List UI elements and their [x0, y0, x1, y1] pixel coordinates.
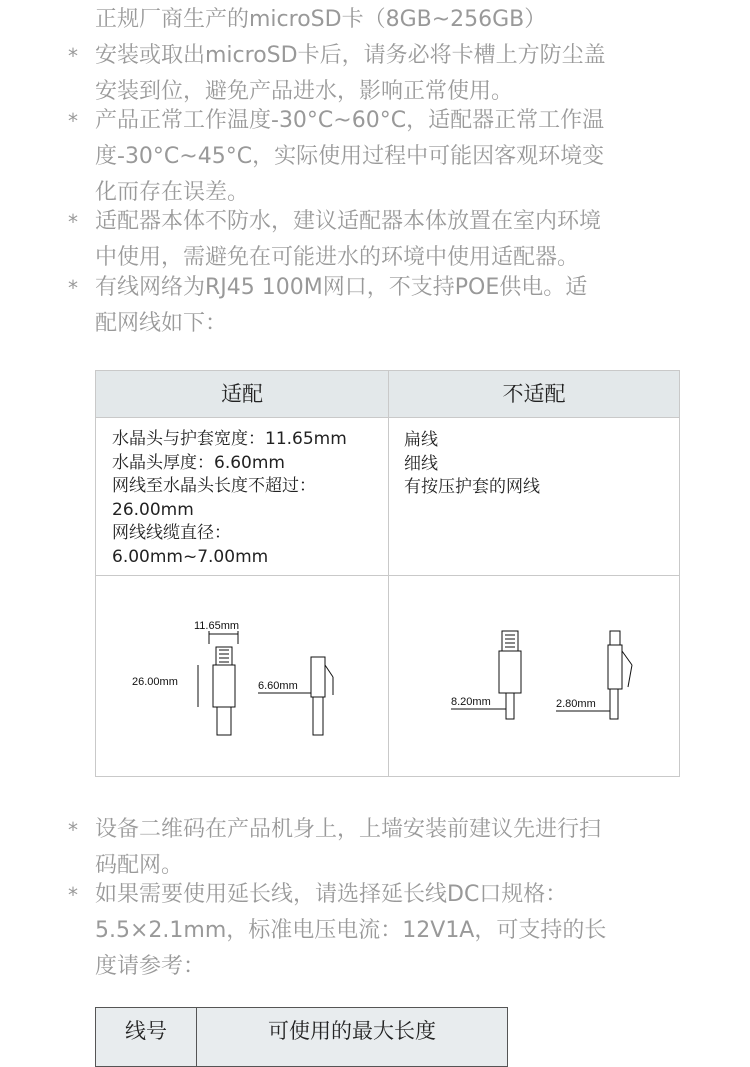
unfit-width-label: 8.20mm — [451, 696, 491, 708]
text-line: 度-30°C~45°C，实际使用过程中可能因客观环境变 — [95, 144, 605, 169]
rj45-plug-side-icon — [311, 657, 333, 735]
column-divider — [388, 371, 389, 776]
text-line: 设备二维码在产品机身上，上墙安装前建议先进行扫 — [95, 817, 602, 842]
unfit-item: 有按压护套的网线 — [404, 477, 540, 497]
text-line: 5.5×2.1mm，标准电压电流：12V1A，可支持的长 — [95, 918, 607, 943]
intro-tail-text — [95, 2, 685, 38]
spec-line: 6.00mm~7.00mm — [112, 546, 269, 567]
thin-cable-plug-icon — [608, 631, 632, 719]
fit-width-label: 11.65mm — [194, 620, 240, 632]
header-max-length: 可使用的最大长度 — [268, 1019, 436, 1043]
bullet-marker: * — [68, 276, 78, 300]
text-line: 化而存在误差。 — [95, 180, 250, 205]
fit-length-label: 26.00mm — [132, 676, 178, 688]
fit-spec-list — [112, 428, 347, 569]
spec-line: 网线至水晶头长度不超过： — [112, 476, 316, 496]
text-line: 度请参考： — [95, 954, 206, 979]
fit-connector-figure — [116, 607, 376, 747]
text-line: 码配网。 — [95, 853, 184, 878]
spec-line: 水晶头与护套宽度：11.65mm — [112, 429, 347, 449]
text-line: 适配器本体不防水，建议适配器本体放置在室内环境 — [95, 209, 602, 234]
rj45-plug-front-icon — [213, 647, 235, 735]
bullet-marker: * — [68, 818, 78, 842]
row-divider — [96, 575, 679, 576]
text-line: 配网线如下： — [95, 311, 228, 336]
header-fit: 适配 — [96, 371, 388, 417]
flat-cable-plug-icon — [499, 631, 521, 719]
text-line: 安装或取出microSD卡后，请务必将卡槽上方防尘盖 — [95, 43, 606, 68]
header-cable-no: 线号 — [125, 1019, 167, 1043]
cable-length-table — [95, 1007, 508, 1067]
note-adapter-waterproof — [95, 204, 685, 276]
spec-line: 网线线缆直径： — [112, 523, 231, 543]
unfit-item: 细线 — [404, 453, 438, 474]
fit-thickness-label: 6.60mm — [258, 680, 298, 692]
unfit-item-list — [404, 429, 540, 500]
bullet-marker: * — [68, 883, 78, 907]
text-line: 中使用，需避免在可能进水的环境中使用适配器。 — [95, 245, 580, 270]
note-qr-code — [95, 812, 685, 884]
text-line: 有线网络为RJ45 100M网口，不支持POE供电。适 — [95, 275, 588, 300]
cable-compat-table — [95, 370, 680, 777]
bullet-marker: * — [68, 109, 78, 133]
bullet-marker: * — [68, 44, 78, 68]
note-rj45 — [95, 270, 685, 342]
note-extension-cable — [95, 877, 685, 985]
text-line: 正规厂商生产的microSD卡（8GB~256GB） — [95, 7, 547, 32]
note-microsd-cover — [95, 38, 685, 110]
unfit-thickness-label: 2.80mm — [556, 698, 596, 710]
text-line: 安装到位，避免产品进水，影响正常使用。 — [95, 79, 514, 104]
header-unfit: 不适配 — [389, 371, 679, 417]
text-line: 产品正常工作温度-30°C~60°C，适配器正常工作温 — [95, 108, 605, 133]
note-temperature — [95, 103, 685, 211]
bullet-marker: * — [68, 210, 78, 234]
row-divider — [96, 417, 679, 418]
text-line: 如果需要使用延长线，请选择延长线DC口规格： — [95, 882, 568, 907]
spec-line: 26.00mm — [112, 499, 194, 520]
unfit-item: 扁线 — [404, 430, 438, 450]
unfit-connector-figure — [396, 621, 676, 751]
spec-line: 水晶头厚度：6.60mm — [112, 452, 285, 473]
